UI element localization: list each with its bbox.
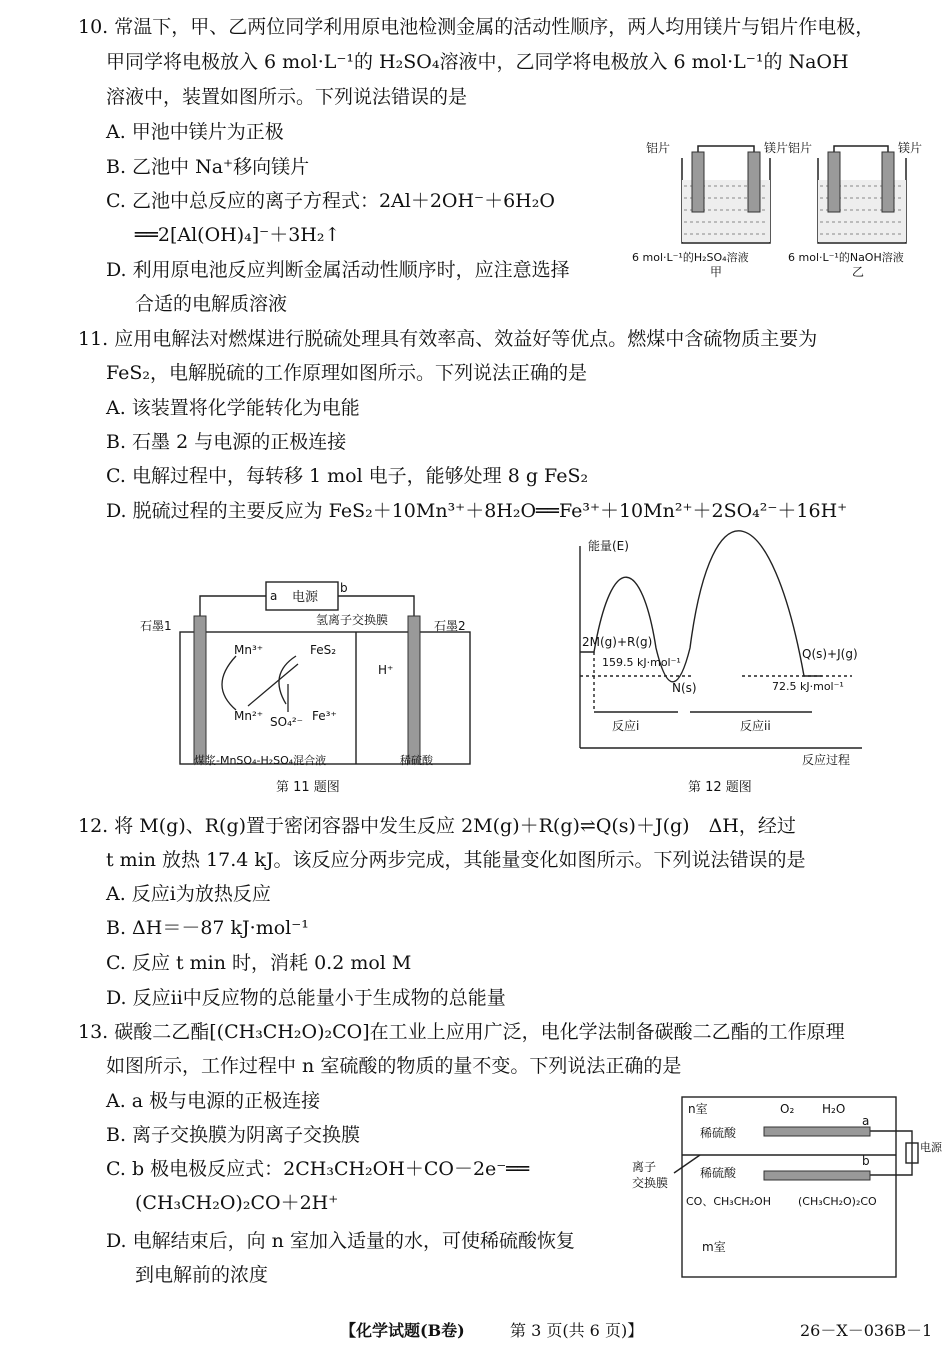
electrode-a [764,1127,870,1136]
q13-option-a: A. a 极与电源的正极连接 [106,1090,321,1112]
label-al-left: 铝片 [646,141,671,155]
label-fe3: Fe³⁺ [312,709,337,723]
q10-stem-line3: 溶液中，装置如图所示。下列说法错误的是 [106,86,468,108]
q11-stem-line2: FeS₂，电解脱硫的工作原理如图所示。下列说法正确的是 [106,362,588,384]
q10-option-b: B. 乙池中 Na⁺移向镁片 [106,156,310,178]
label-r2: 反应ii [740,719,771,733]
q12-option-c: C. 反应 t min 时，消耗 0.2 mol M [106,952,412,974]
label-b: b [862,1154,870,1168]
label-b: b [340,581,348,595]
label-e2: 72.5 kJ·mol⁻¹ [772,680,844,693]
q13-option-b: B. 离子交换膜为阴离子交换膜 [106,1124,361,1146]
label-a: a [270,589,278,603]
label-acid1: 稀硫酸 [700,1126,737,1140]
footer-title: 【化学试题(B卷) [340,1321,465,1340]
label-nroom: n室 [688,1102,708,1116]
label-name-right: 乙 [852,265,865,279]
label-xlabel: 反应过程 [802,753,851,767]
q12-figure [572,538,872,770]
electrode-b [764,1171,870,1180]
label-graphite-1: 石墨1 [140,619,172,633]
q12-option-b: B. ΔH＝－87 kJ·mol⁻¹ [106,917,309,939]
arrow-mn3-to-mn2 [222,656,236,710]
graphite-1 [194,616,206,764]
q11-option-b: B. 石墨 2 与电源的正极连接 [106,431,347,453]
q10-option-a: A. 甲池中镁片为正极 [106,121,284,143]
label-ion2: 交换膜 [632,1176,669,1190]
label-end: Q(s)+J(g) [802,647,858,661]
wire-right [834,146,888,168]
label-e1: 159.5 kJ·mol⁻¹ [602,656,681,669]
label-fes2: FeS₂ [310,643,337,657]
label-reactants: CO、CH₃CH₂OH [686,1195,771,1208]
q11-figure [138,574,483,772]
footer-code: 26－X－036B－1 [800,1321,933,1340]
q11-option-c: C. 电解过程中，每转移 1 mol 电子，能够处理 8 g FeS₂ [106,465,589,487]
label-mn3: Mn³⁺ [234,643,264,657]
q12-stem-line2: t min 放热 17.4 kJ。该反应分两步完成，其能量变化如图所示。下列说法错误的是 [106,849,806,871]
q11-stem-line1: 11. 应用电解法对燃煤进行脱硫处理具有效率高、效益好等优点。燃煤中含硫物质主要为 [78,328,818,350]
q13-option-d-line1: D. 电解结束后，向 n 室加入适量的水，可使稀硫酸恢复 [106,1230,575,1252]
label-o2: O₂ [780,1102,795,1116]
label-h2o: H₂O [822,1102,846,1116]
label-mid: N(s) [672,681,697,695]
q10-stem-line2: 甲同学将电极放入 6 mol·L⁻¹的 H₂SO₄溶液中，乙同学将电极放入 6 mol·L⁻¹的 NaOH [106,51,849,73]
electrode-al-left [692,152,704,212]
q10-option-d-line1: D. 利用原电池反应判断金属活动性顺序时，应注意选择 [106,259,570,281]
label-al-right: 铝片 [788,141,813,155]
label-mroom: m室 [702,1240,726,1254]
label-power: 电源 [920,1141,942,1154]
label-so4: SO₄²⁻ [270,715,304,729]
label-membrane: 氢离子交换膜 [316,613,389,627]
q10-figure [630,128,935,288]
label-r1: 反应i [612,719,640,733]
label-start: 2M(g)+R(g) [582,635,653,649]
label-name-left: 甲 [710,265,723,279]
q11-option-a: A. 该装置将化学能转化为电能 [106,397,360,419]
electrode-al-right [828,152,840,212]
label-power: 电源 [292,590,319,605]
q13-stem-line1: 13. 碳酸二乙酯[(CH₃CH₂O)₂CO]在工业上应用广泛，电化学法制备碳酸二乙酯的工作原理 [78,1021,845,1043]
electrode-mg-left [748,152,760,212]
q13-option-c-line2: (CH₃CH₂O)₂CO＋2H⁺ [135,1192,339,1214]
label-mn2: Mn²⁺ [234,709,264,723]
label-ion1: 离子 [632,1160,657,1174]
wire-left [698,146,754,168]
q13-figure [630,1093,942,1283]
label-sol-right: 6 mol·L⁻¹的NaOH溶液 [788,251,904,264]
label-acid: 稀硫酸 [400,754,433,767]
q11-option-d: D. 脱硫过程的主要反应为 FeS₂＋10Mn³⁺＋8H₂O══Fe³⁺＋10Mn²⁺＋2SO₄²⁻＋16H⁺ [106,500,848,522]
q12-stem-line1: 12. 将 M(g)、R(g)置于密闭容器中发生反应 2M(g)＋R(g)⇌Q(s)＋J(g) ΔH，经过 [78,815,796,837]
q13-option-d-line2: 到电解前的浓度 [135,1264,269,1286]
q10-option-d-line2: 合适的电解质溶液 [135,293,288,315]
q13-option-c-line1: C. b 极电极反应式：2CH₃CH₂OH＋CO－2e⁻══ [106,1158,530,1180]
label-mix: 煤浆-MnSO₄-H₂SO₄混合液 [194,754,327,767]
q10-option-c-line1: C. 乙池中总反应的离子方程式：2Al＋2OH⁻＋6H₂O [106,190,555,212]
q12-caption: 第 12 题图 [688,780,752,795]
label-product: (CH₃CH₂O)₂CO [798,1195,877,1208]
q10-option-c-line2: ══2[Al(OH)₄]⁻＋3H₂↑ [135,224,341,246]
label-mg-right: 镁片 [898,141,923,155]
graphite-2 [408,616,420,764]
label-ylabel: 能量(E) [588,539,629,553]
label-a: a [862,1114,870,1128]
q13-stem-line2: 如图所示，工作过程中 n 室硫酸的物质的量不变。下列说法正确的是 [106,1055,682,1077]
q10-stem-line1: 10. 常温下，甲、乙两位同学利用原电池检测金属的活动性顺序，两人均用镁片与铝片作电极， [78,16,875,38]
q11-caption: 第 11 题图 [276,780,340,795]
label-graphite-2: 石墨2 [434,619,466,633]
q12-option-d: D. 反应ⅱ中反应物的总能量小于生成物的总能量 [106,987,506,1009]
label-mg-left: 镁片 [764,141,789,155]
label-sol-left: 6 mol·L⁻¹的H₂SO₄溶液 [632,251,749,264]
label-acid2: 稀硫酸 [700,1166,737,1180]
footer-page: 第 3 页(共 6 页)】 [510,1321,644,1340]
electrode-mg-right [882,152,894,212]
label-h: H⁺ [378,663,394,677]
q12-option-a: A. 反应ⅰ为放热反应 [106,883,271,905]
